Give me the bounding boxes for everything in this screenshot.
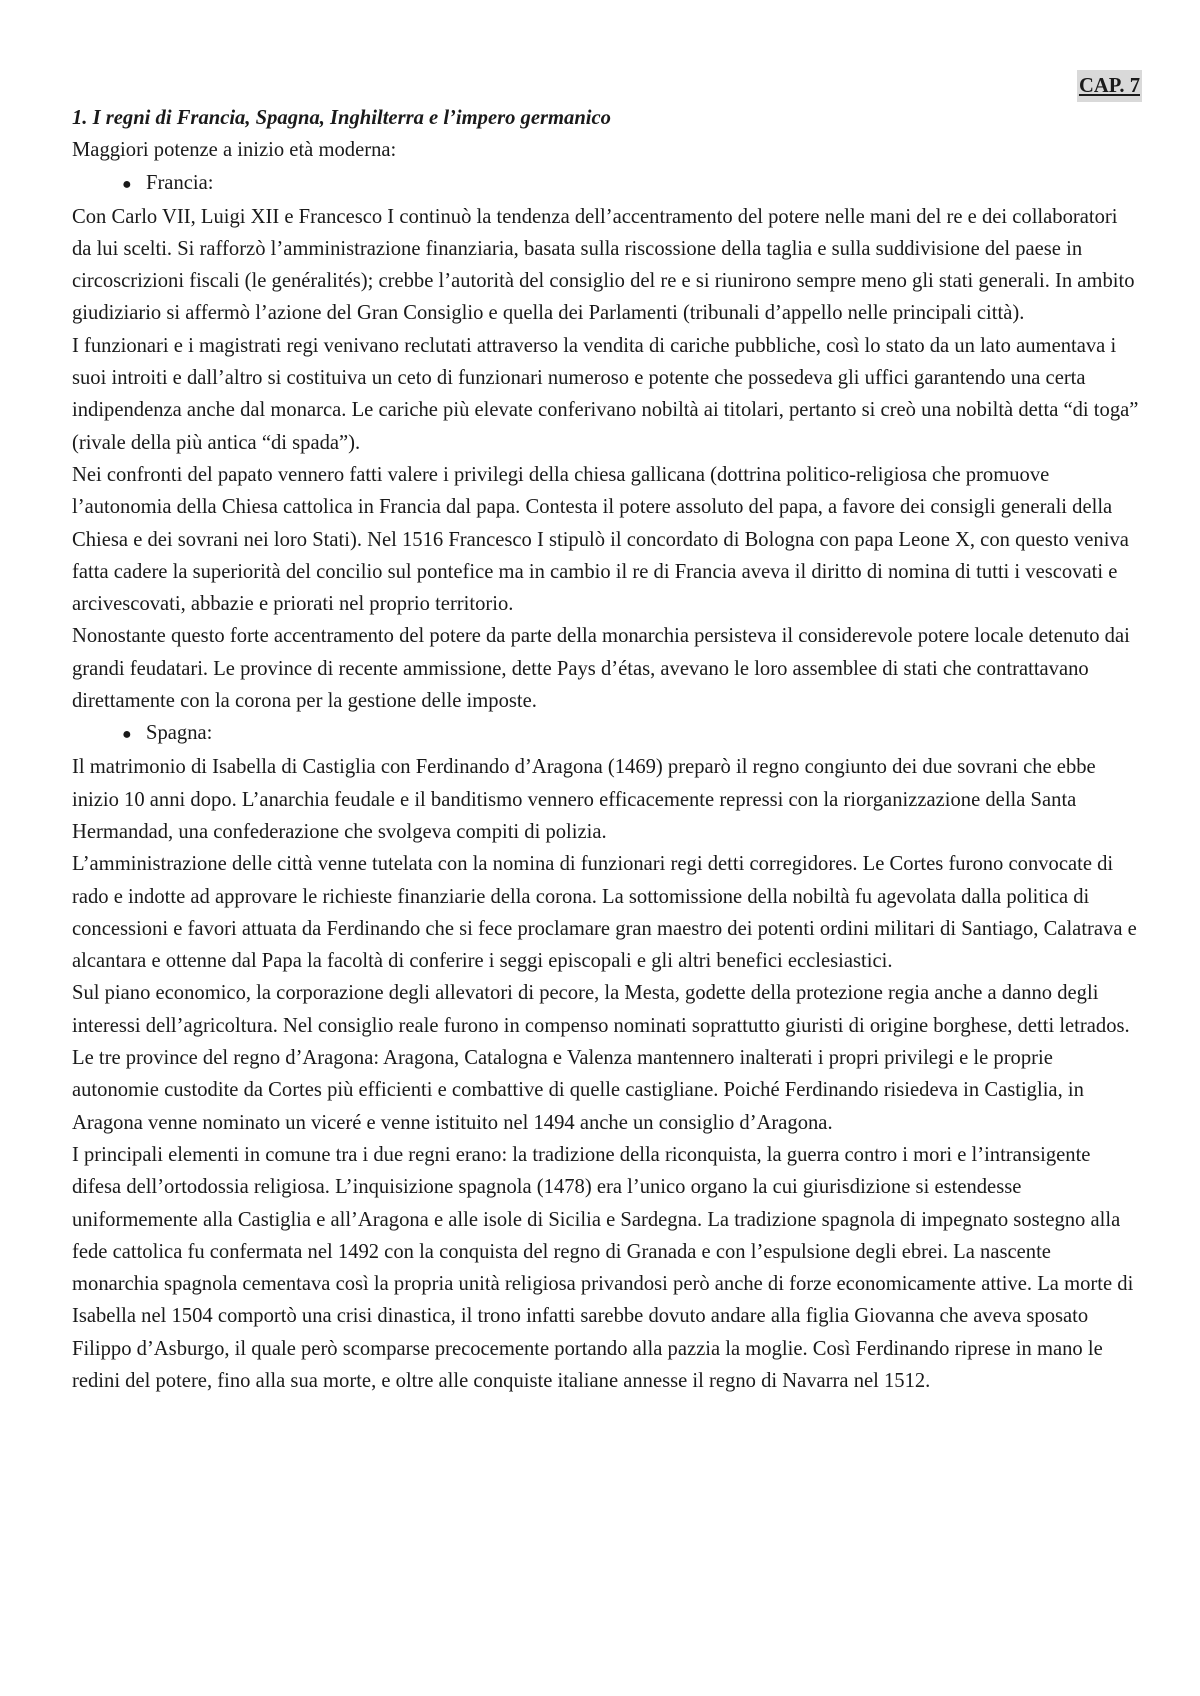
paragraph: Il matrimonio di Isabella di Castiglia con Ferdinando d’Aragona (1469) preparò il regno congiunto dei due sovrani che ebbe inizio 10 anni dopo. L’anarchia feudale e il banditismo vennero efficacemente repressi con la riorganizzazione della Santa Hermandad, una confederazione che svolgeva compiti di polizia. [72, 756, 1096, 843]
section-title: 1. I regni di Francia, Spagna, Inghilterra e l’impero germanico [72, 107, 611, 129]
bullet-spagna [72, 717, 1142, 751]
paragraph: Sul piano economico, la corporazione degli allevatori di pecore, la Mesta, godette della protezione regia anche a danno degli interessi dell’agricoltura. Nel consiglio reale furono in compenso nominati soprattutto giuristi di origine borghese, detti letrados. [72, 982, 1130, 1037]
document-page [72, 70, 1142, 1397]
paragraph: Nonostante questo forte accentramento del potere da parte della monarchia persisteva il considerevole potere locale detenuto dai grandi feudatari. Le province di recente ammissione, dette Pays d’étas, avevano le loro assemblee di stati che contrattavano direttamente con la corona per la gestione delle imposte. [72, 625, 1130, 713]
paragraph: Nei confronti del papato vennero fatti valere i privilegi della chiesa gallicana (dottrina politico-religiosa che promuove l’autonomia della Chiesa cattolica in Francia dal papa. Contesta il potere assoluto del papa, a favore dei consigli generali della Chiesa e dei sovrani nei loro Stati). Nel 1516 Francesco I stipulò il concordato di Bologna con papa Leone X, con questo veniva fatta cadere la superiorità del concilio sul pontefice ma in cambio il re di Francia aveva il diritto di nomina di tutti i vescovati e arcivescovati, abbazie e priorati nel proprio territorio. [72, 463, 1129, 616]
paragraph: L’amministrazione delle città venne tutelata con la nomina di funzionari regi detti corregidores. Le Cortes furono convocate di rado e indotte ad approvare le richieste finanziarie della corona. La sottomissione della nobiltà fu agevolata dalla politica di concessioni e favori attuata da Ferdinando che si fece proclamare gran maestro dei potenti ordini militari di Santiago, Calatrava e alcantara e ottenne dal Papa la facoltà di conferire i seggi episcopali e gli altri benefici ecclesiastici. [72, 853, 1137, 973]
paragraph: Con Carlo VII, Luigi XII e Francesco I continuò la tendenza dell’accentramento del potere nelle mani del re e dei collaboratori da lui scelti. Si rafforzò l’amministrazione finanziaria, basata sulla riscossione della taglia e sulla suddivisione del paese in circoscrizioni fiscali (le genéralités); crebbe l’autorità del consiglio del re e si riunirono sempre meno gli stati generali. In ambito giudiziario si affermò l’azione del Gran Consiglio e quella dei Parlamenti (tribunali d’appello nelle principali città). [72, 205, 1135, 325]
paragraph: I principali elementi in comune tra i due regni erano: la tradizione della riconquista, la guerra contro i mori e l’intransigente difesa dell’ortodossia religiosa. L’inquisizione spagnola (1478) era l’unico organo la cui giurisdizione si estendesse uniformemente alla Castiglia e all’Aragona e alle isole di Sicilia e Sardegna. La tradizione spagnola di impegnato sostegno alla fede cattolica fu confermata nel 1492 con la conquista del regno di Granada e con l’espulsione degli ebrei. La nascente monarchia spagnola cementava così la propria unità religiosa privandosi però anche di forze economicamente attive. La morte di Isabella nel 1504 comportò una crisi dinastica, il trono infatti sarebbe dovuto andare alla figlia Giovanna che aveva sposato Filippo d’Asburgo, il quale però scomparse precocemente portando alla pazzia la moglie. Così Ferdinando riprese in mano le redini del potere, fino alla sua morte, e oltre alle conquiste italiane annesse il regno di Navarra nel 1512. [72, 1143, 1134, 1392]
bullet-label-francia: Francia: [146, 171, 214, 194]
paragraph: I funzionari e i magistrati regi venivano reclutati attraverso la vendita di cariche pubbliche, così lo stato da un lato aumentava i suoi introiti e dall’altro si costituiva un ceto di funzionari numeroso e potente che possedeva gli uffici garantendo una certa indipendenza anche dal monarca. Le cariche più elevate conferivano nobiltà ai titolari, pertanto si creò una nobiltà detta “di toga” (rivale della più antica “di spada”). [72, 334, 1139, 454]
bullet-francia [72, 167, 1142, 201]
bullet-dot-icon: ● [122, 726, 132, 744]
bullet-dot-icon: ● [122, 175, 132, 193]
paragraph: Le tre province del regno d’Aragona: Aragona, Catalogna e Valenza mantennero inalterati i propri privilegi e le proprie autonomie custodite da Cortes più efficienti e combattive di quelle castigliane. Poiché Ferdinando risiedeva in Castiglia, in Aragona venne nominato un viceré e venne istituito nel 1494 anche un consiglio d’Aragona. [72, 1047, 1084, 1134]
bullet-label-spagna: Spagna: [146, 722, 213, 745]
intro-text: Maggiori potenze a inizio età moderna: [72, 139, 397, 162]
chapter-label: CAP. 7 [1077, 70, 1142, 102]
